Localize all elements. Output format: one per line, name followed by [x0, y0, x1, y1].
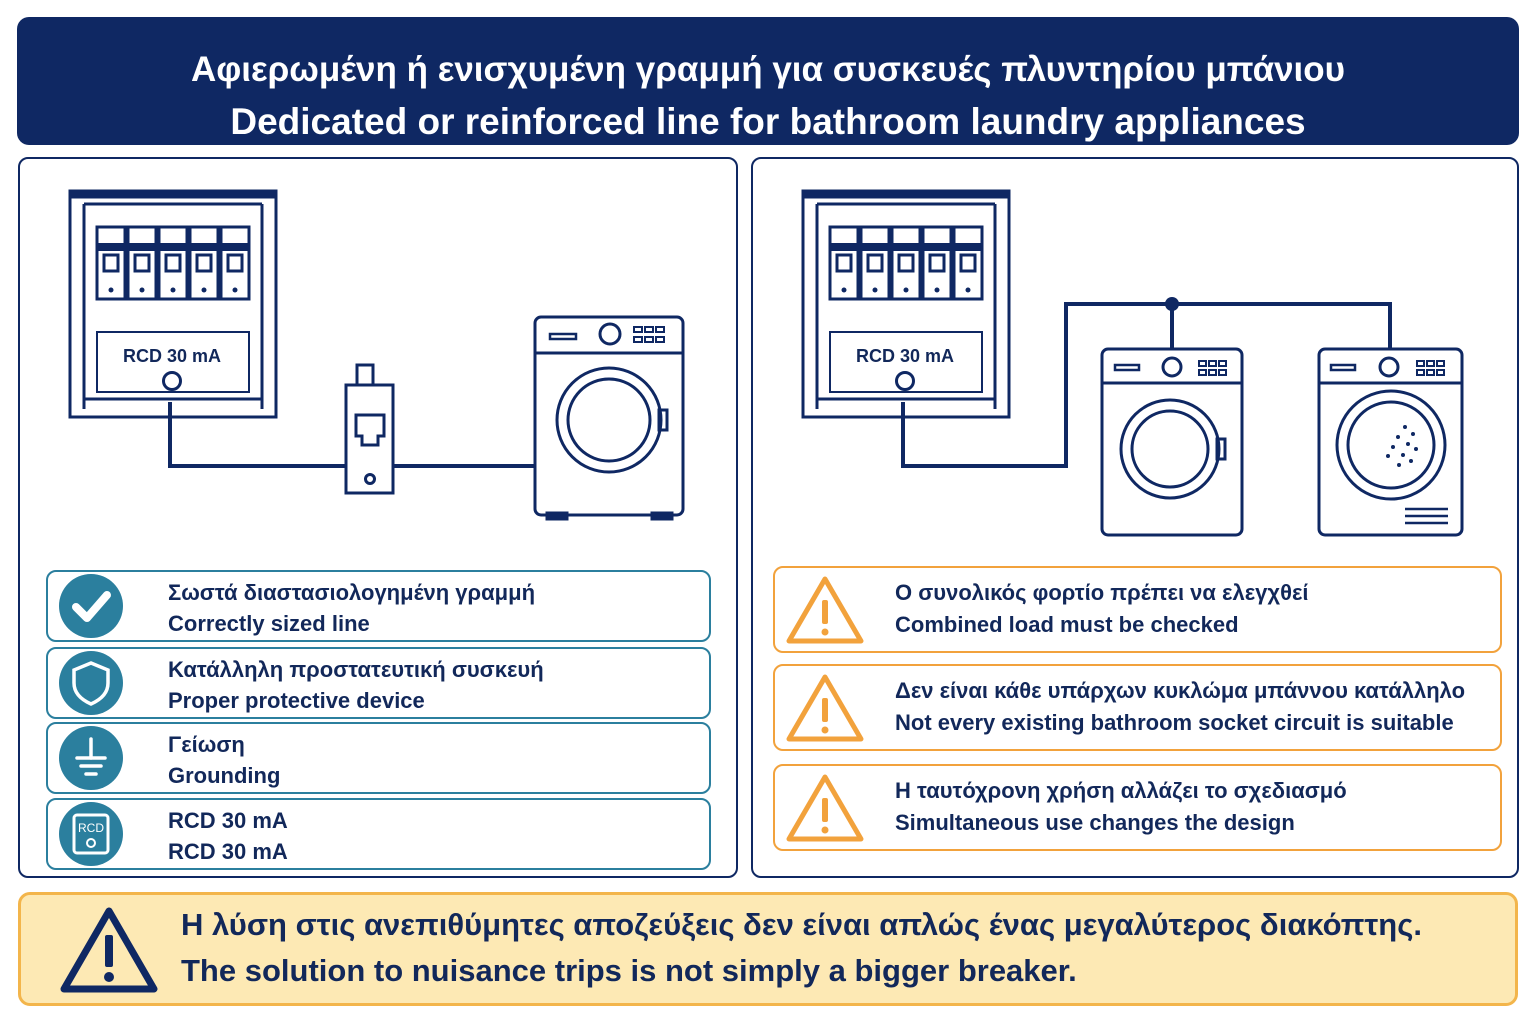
item-text-english: Simultaneous use changes the design — [895, 810, 1295, 835]
dedicated-line-diagram — [20, 159, 736, 559]
takeaway-english: The solution to nuisance trips is not simply a bigger breaker. — [181, 953, 1077, 988]
item-text-english: Not every existing bathroom socket circuit is suitable — [895, 710, 1454, 735]
washing-machine-icon — [535, 317, 683, 519]
item-text-greek: RCD 30 mA — [168, 808, 288, 833]
rcd-icon-text: RCD — [78, 821, 104, 835]
warning-existing-circuit — [773, 664, 1502, 751]
item-text-english: Correctly sized line — [168, 611, 370, 636]
washing-machine-icon — [1102, 349, 1242, 535]
rcd-icon — [58, 801, 124, 867]
item-text-english: Combined load must be checked — [895, 612, 1239, 637]
title-greek: Αφιερωμένη ή ενισχυμένη γραμμή για συσκευές πλυντηρίου μπάνιου — [190, 50, 1346, 89]
takeaway-greek: Η λύση στις ανεπιθύμητες αποζεύξεις δεν είναι απλώς ένας μεγαλύτερος διακόπτης. — [181, 907, 1422, 942]
isolator-switch-icon — [346, 365, 393, 493]
dryer-icon — [1319, 349, 1462, 535]
warning-icon — [785, 772, 865, 844]
warning-icon — [785, 574, 865, 646]
item-text-greek: Γείωση — [168, 732, 245, 757]
distribution-board — [70, 191, 276, 417]
item-text-greek: Ο συνολικός φορτίο πρέπει να ελεγχθεί — [895, 580, 1309, 605]
item-text-greek: Η ταυτόχρονη χρήση αλλάζει το σχεδιασμό — [895, 778, 1347, 803]
checkmark-icon — [58, 573, 124, 639]
item-text-english: Grounding — [168, 763, 281, 788]
dedicated-line-panel — [18, 157, 738, 878]
junction-point — [1165, 297, 1179, 311]
warning-simultaneous-use — [773, 764, 1502, 851]
item-text-greek: Δεν είναι κάθε υπάρχων κυκλώμα μπάννου κατάλληλο — [895, 678, 1466, 703]
shared-circuit-diagram — [753, 159, 1517, 559]
rcd-label: RCD 30 mA — [855, 346, 955, 366]
title-banner — [17, 17, 1519, 145]
warning-combined-load — [773, 566, 1502, 653]
ground-icon — [58, 725, 124, 791]
list-item-rcd — [46, 798, 711, 870]
key-takeaway-banner — [18, 892, 1518, 1006]
item-text-greek: Σωστά διαστασιολογημένη γραμμή — [168, 580, 536, 605]
distribution-board — [803, 191, 1009, 417]
warning-icon — [59, 905, 159, 995]
list-item-correct-line — [46, 570, 711, 642]
item-text-english: Proper protective device — [168, 688, 425, 713]
list-item-grounding — [46, 722, 711, 794]
item-text-greek: Κατάλληλη προστατευτική συσκευή — [168, 657, 544, 682]
warning-icon — [785, 672, 865, 744]
shield-icon — [58, 650, 124, 716]
list-item-protective-device — [46, 647, 711, 719]
rcd-label: RCD 30 mA — [122, 346, 222, 366]
shared-circuit-panel — [751, 157, 1519, 878]
title-english: Dedicated or reinforced line for bathroom laundry appliances — [230, 101, 1306, 142]
item-text-english: RCD 30 mA — [168, 839, 288, 864]
